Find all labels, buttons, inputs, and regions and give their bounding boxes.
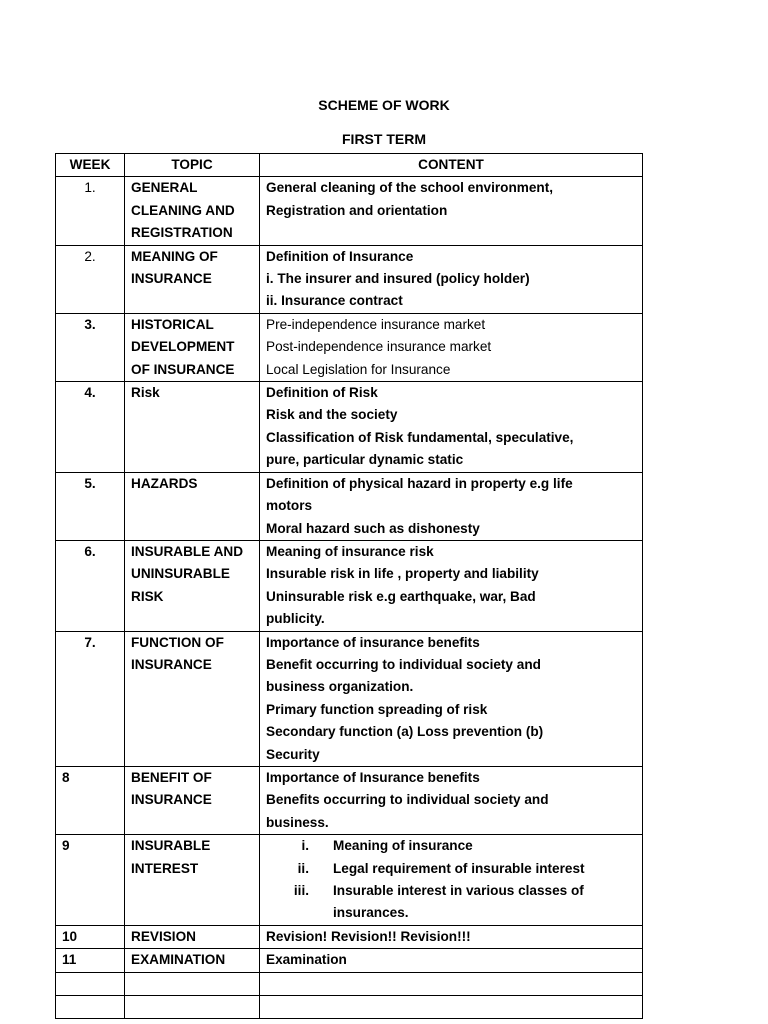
content-line: Registration and orientation	[266, 202, 448, 218]
content-line: Benefits occurring to individual society and	[266, 792, 549, 808]
topic-cell	[125, 472, 260, 540]
week-cell: 10	[56, 925, 125, 948]
content-line: Meaning of insurance risk	[266, 543, 434, 559]
topic-line: INSURANCE	[131, 271, 212, 287]
week-cell: 3.	[56, 313, 125, 381]
header-topic: TOPIC	[125, 154, 260, 177]
list-item-text	[333, 858, 636, 880]
topic-cell	[125, 177, 260, 245]
week-cell: 9	[56, 835, 125, 926]
topic-line: EXAMINATION	[131, 952, 226, 968]
content-line: Importance of Insurance benefits	[266, 769, 480, 785]
content-cell	[260, 835, 643, 926]
list-item-number: i.	[301, 838, 309, 854]
content-line: business.	[266, 814, 329, 830]
topic-line: UNINSURABLE	[131, 566, 230, 582]
content-line: publicity.	[266, 611, 325, 627]
table-row	[56, 245, 643, 313]
week-cell: 8	[56, 766, 125, 834]
content-line: motors	[266, 498, 313, 514]
content-line: Pre-independence insurance market	[266, 316, 486, 332]
table-row	[56, 177, 643, 245]
content-line: Uninsurable risk e.g earthquake, war, Bad	[266, 588, 536, 604]
topic-line: MEANING OF	[131, 248, 218, 264]
header-content: CONTENT	[260, 154, 643, 177]
table-row	[56, 949, 643, 972]
empty-row	[56, 972, 643, 995]
topic-cell	[125, 313, 260, 381]
content-line: Local Legislation for Insurance	[266, 361, 451, 377]
topic-line: CLEANING AND	[131, 202, 235, 218]
content-line: i. The insurer and insured (policy holder)	[266, 271, 530, 287]
topic-line: INTEREST	[131, 860, 199, 876]
topic-cell	[125, 245, 260, 313]
list-item	[266, 835, 636, 857]
content-cell	[260, 472, 643, 540]
topic-line: REVISION	[131, 928, 196, 944]
content-line: Importance of insurance benefits	[266, 634, 480, 650]
content-cell	[260, 540, 643, 631]
content-line: Definition of physical hazard in property e.g life	[266, 475, 573, 491]
table-row	[56, 540, 643, 631]
content-list	[266, 835, 636, 925]
content-line: Meaning of insurance	[333, 838, 473, 854]
content-line: Definition of Risk	[266, 385, 378, 401]
topic-line: BENEFIT OF	[131, 769, 212, 785]
content-line: Benefit occurring to individual society and	[266, 656, 541, 672]
content-cell	[260, 925, 643, 948]
table-row	[56, 631, 643, 766]
topic-line: GENERAL	[131, 180, 198, 196]
content-cell	[260, 313, 643, 381]
topic-line: HISTORICAL	[131, 316, 214, 332]
table-row	[56, 766, 643, 834]
week-cell: 6.	[56, 540, 125, 631]
content-line: Security	[266, 746, 320, 762]
content-line: insurances.	[333, 905, 409, 921]
topic-line: FUNCTION OF	[131, 634, 224, 650]
content-line: Post-independence insurance market	[266, 339, 492, 355]
topic-line: RISK	[131, 588, 164, 604]
empty-cell	[56, 995, 125, 1018]
content-line: Examination	[266, 952, 347, 968]
table-row	[56, 313, 643, 381]
content-line: Legal requirement of insurable interest	[333, 860, 585, 876]
topic-cell	[125, 382, 260, 473]
empty-cell	[125, 995, 260, 1018]
topic-line: INSURABLE AND	[131, 543, 244, 559]
empty-cell	[125, 972, 260, 995]
topic-cell	[125, 631, 260, 766]
empty-cell	[56, 972, 125, 995]
content-cell	[260, 631, 643, 766]
content-line: Revision! Revision!! Revision!!!	[266, 928, 471, 944]
topic-line: OF INSURANCE	[131, 361, 235, 377]
content-line: Insurable interest in various classes of	[333, 883, 584, 898]
page-title: SCHEME OF WORK	[318, 97, 450, 113]
topic-line: INSURABLE	[131, 838, 211, 854]
topic-line: INSURANCE	[131, 792, 212, 808]
topic-cell	[125, 949, 260, 972]
content-line: Classification of Risk fundamental, speculative,	[266, 429, 574, 445]
content-line: Insurable risk in life , property and liability	[266, 566, 539, 582]
topic-line: INSURANCE	[131, 656, 212, 672]
content-line: pure, particular dynamic static	[266, 452, 464, 468]
list-item-number: iii.	[293, 883, 309, 898]
topic-cell	[125, 766, 260, 834]
topic-line: REGISTRATION	[131, 225, 233, 241]
content-line: Moral hazard such as dishonesty	[266, 520, 480, 536]
content-cell	[260, 766, 643, 834]
table-header-row	[56, 154, 643, 177]
topic-line: Risk	[131, 385, 160, 401]
content-line: Secondary function (a) Loss prevention (b)	[266, 724, 544, 740]
list-item-text	[333, 880, 636, 925]
content-line: business organization.	[266, 679, 414, 695]
week-cell: 11	[56, 949, 125, 972]
page-subtitle: FIRST TERM	[342, 131, 426, 147]
content-line: Primary function spreading of risk	[266, 701, 488, 717]
list-item	[266, 880, 636, 925]
scheme-of-work-table	[55, 153, 643, 1019]
list-item-text	[333, 835, 636, 857]
table-row	[56, 925, 643, 948]
week-cell: 1.	[56, 177, 125, 245]
content-line: Risk and the society	[266, 407, 398, 423]
table-row	[56, 382, 643, 473]
topic-cell	[125, 925, 260, 948]
empty-cell	[260, 972, 643, 995]
content-cell	[260, 382, 643, 473]
header-week: WEEK	[56, 154, 125, 177]
empty-row	[56, 995, 643, 1018]
week-cell: 7.	[56, 631, 125, 766]
week-cell: 5.	[56, 472, 125, 540]
list-item-number: ii.	[297, 860, 309, 876]
list-item	[266, 858, 636, 880]
week-cell: 4.	[56, 382, 125, 473]
content-cell	[260, 177, 643, 245]
topic-cell	[125, 540, 260, 631]
content-line: General cleaning of the school environment,	[266, 180, 554, 196]
content-line: Definition of Insurance	[266, 248, 414, 264]
topic-line: DEVELOPMENT	[131, 339, 235, 355]
content-line: ii. Insurance contract	[266, 293, 403, 309]
table-row	[56, 472, 643, 540]
content-cell	[260, 245, 643, 313]
table-row	[56, 835, 643, 926]
topic-line: HAZARDS	[131, 475, 198, 491]
week-cell: 2.	[56, 245, 125, 313]
empty-cell	[260, 995, 643, 1018]
topic-cell	[125, 835, 260, 926]
content-cell	[260, 949, 643, 972]
